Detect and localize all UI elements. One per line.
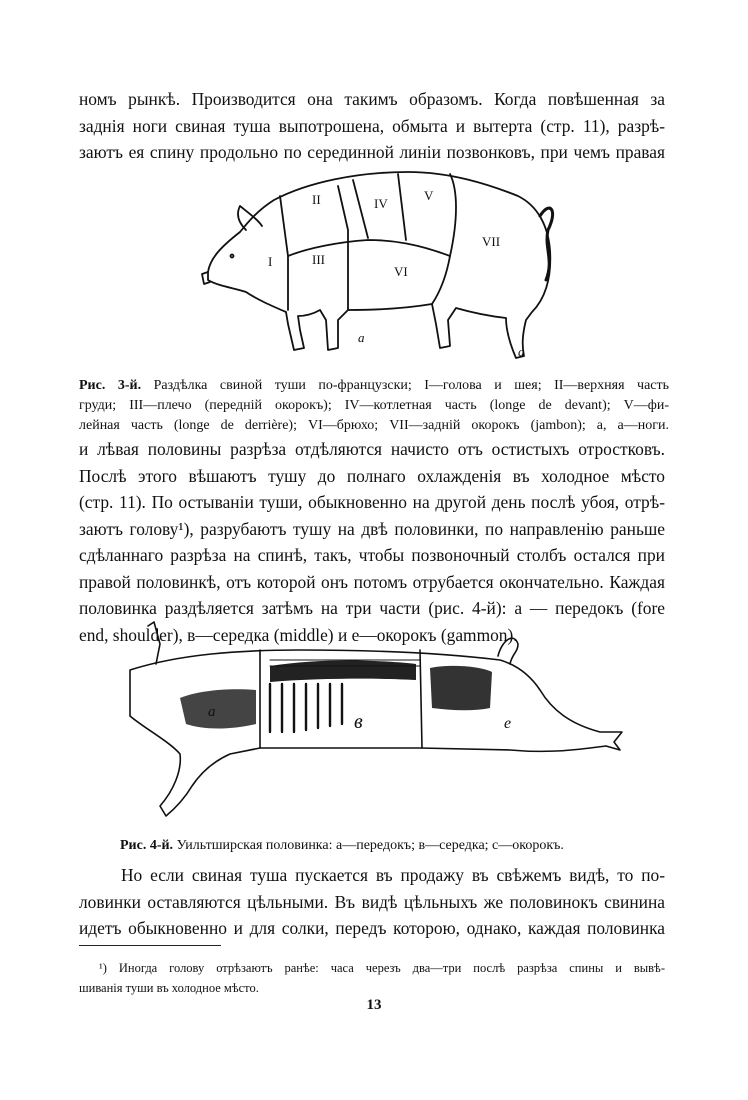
cut-label: е (504, 715, 512, 732)
caption-text: лейная часть (longe de derrière); VI—брюхо; VII—задній окорокъ (jambon); a, a—ноги. (79, 418, 669, 433)
cut-line (338, 186, 348, 310)
cut-label: VI (394, 264, 408, 279)
pig-ear (238, 206, 262, 230)
figure-caption-lead: Рис. 3-й. (79, 378, 142, 393)
figure-wiltshire-side (120, 620, 635, 825)
cut-label: a (208, 704, 216, 720)
text-line: Послѣ этого вѣшаютъ тушу до полнаго охлажденія въ холодное мѣсто (79, 465, 665, 486)
caption-text: Уильтширская половинка: а—передокъ; в—середка; с—окорокъ. (173, 838, 564, 853)
figure-caption (120, 836, 680, 856)
text-line: заютъ голову¹), разрубаютъ тушу на двѣ половинки, по направленію раньше (79, 518, 665, 539)
cut-line (450, 174, 456, 256)
figure-caption (79, 376, 669, 436)
cut-label: I (268, 254, 273, 269)
cut-label: II (312, 192, 321, 207)
figure-caption-lead: Рис. 4-й. (120, 838, 174, 853)
caption-text: груди; III—плечо (передній окорокъ); IV—котлетная часть (longe de devant); V—фи- (79, 398, 669, 413)
paragraph-closing (79, 862, 665, 942)
cut-label: VII (482, 234, 501, 249)
page-number: 13 (366, 997, 382, 1013)
text-line: заднія ноги свиная туша выпотрошена, обмыта и вытерта (стр. 11), разрѣ- (79, 115, 665, 136)
footnote (79, 958, 665, 998)
cut-label: V (424, 188, 434, 203)
text-line: половинка раздѣляется затѣмъ на три части (рис. 4-й): а — передокъ (fore (79, 598, 665, 618)
footnote-line: ¹) Иногда голову отрѣзаютъ ранѣе: часа черезъ два—три послѣ разрѣза спины и вывѣ- (99, 961, 665, 975)
cut-label: IV (374, 196, 388, 211)
cut-label: a (358, 330, 365, 345)
figure-pig-french-cuts (188, 160, 558, 370)
cut-line (398, 174, 406, 240)
cut-line (420, 650, 422, 748)
text-line: номъ рынкѣ. Производится она такимъ образомъ. Когда повѣшенная за (79, 89, 665, 109)
cut-line (353, 180, 368, 238)
footnote-divider (79, 945, 221, 946)
cut-label: III (312, 252, 325, 267)
text-line: ловинки оставляются цѣльными. Въ видѣ цѣльныхъ же половинокъ свинина (79, 891, 665, 912)
footnote-line: шиванія туши въ холодное мѣсто. (79, 981, 259, 995)
paragraph-main (79, 436, 665, 648)
paragraph-intro (79, 86, 665, 166)
cut-label: a (518, 344, 525, 359)
cut-line (280, 196, 288, 310)
text-line: правой половинкѣ, отъ которой онъ потомъ отрубается окончательно. Каждая (79, 571, 665, 592)
text-line: (стр. 11). По остываніи туши, обыкновенно на другой день послѣ убоя, отрѣ- (79, 492, 665, 512)
text-line: идетъ обыкновенно и для солки, передъ которою, однако, каждая половинка (79, 918, 665, 938)
side-trotter (148, 622, 160, 664)
text-line: и лѣвая половины разрѣза отдѣляются начисто отъ остистыхъ отростковъ. (79, 439, 665, 459)
caption-text: Раздѣлка свиной туши по-французски; I—голова и шея; II—верхняя часть (141, 378, 670, 393)
text-line: Но если свиная туша пускается въ продажу въ свѣжемъ видѣ, то по- (121, 865, 665, 885)
text-line: end, shoulder), в—середка (middle) и е—окорокъ (gammon). (79, 624, 518, 645)
text-line: заютъ ея спину продольно по серединной линіи позвонковъ, при чемъ правая (79, 142, 665, 162)
text-line: сдѣланнаго разрѣза на спинѣ, такъ, чтобы позвоночный столбъ остался при (79, 545, 665, 565)
cut-label: в (354, 711, 363, 733)
cut-line (432, 256, 450, 304)
